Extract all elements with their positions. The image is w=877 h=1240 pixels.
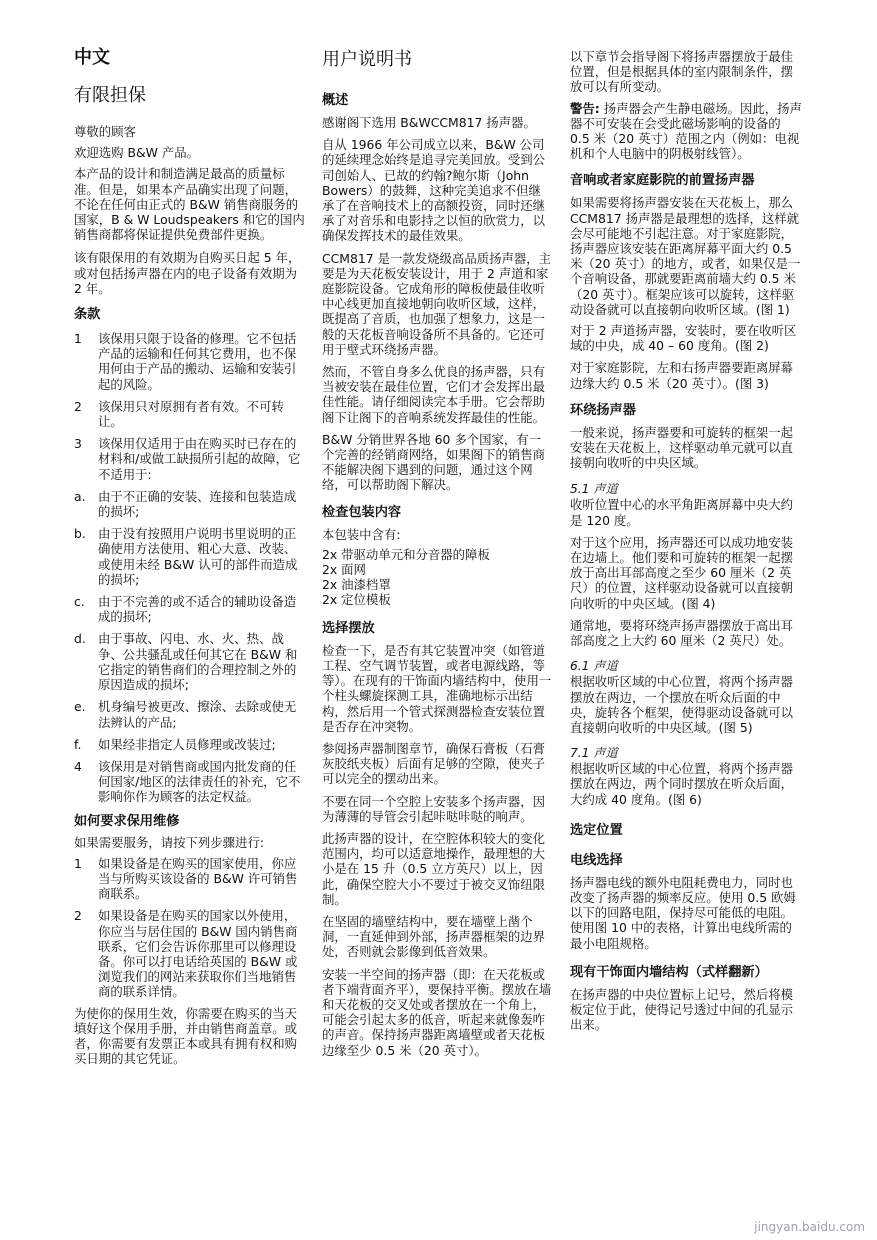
text-5-1-height: 通常地，要将环绕声扬声器摆放于高出耳部高度之上大约 60 厘米（2 英尺）处。 <box>570 617 794 649</box>
terms-heading: 条款 <box>74 307 101 323</box>
claim-steps <box>74 856 305 1000</box>
package-intro: 本包装中含有: <box>322 526 401 542</box>
overview-product: CCM817 是一款发烧级高品质扬声器，主要是为天花板安装设计，用于 2 声道和家庭影院设备。它成角形的障板使最佳收听中心线更加直接地朝向收听区域，这样，既提高了音质，也加强了想象力，这是一般的天花板音响设备所不具备的。它还可用于壁式环绕扬声器。 <box>322 250 552 357</box>
front-speakers-text: 如果需要将扬声器安装在天花板上，那么 CCM817 扬声器是最理想的选择，这样就会尽可能地不引起注意。对于家庭影院，扬声器应该安装在距离屏幕平面大约 0.5 米（20 英寸）的地方，或者，如果仅是一个音响设备，那就要距离前墙大约 0.5 米（20 英寸）。框架应该可以旋转，这样驱动设备就可以直接朝向收听区域。(图 1) <box>570 195 801 317</box>
terms-item <box>74 759 305 805</box>
terms-item-marker: 2 <box>74 398 82 414</box>
terms-item-marker: 4 <box>74 758 82 774</box>
text-6-1: 根据收听区域的中心位置，将两个扬声器摆放在两边，一个摆放在听众后面的中央，旋转各个框架，使得驱动设备就可以直接朝向收听的中央区域。(图 5) <box>570 674 794 735</box>
claim-intro: 如果需要服务，请按下列步骤进行: <box>74 834 265 850</box>
text-7-1: 根据收听区域的中心位置，将两个扬声器摆放在两边，两个同时摆放在听众后面，大约成 40 度角。(图 6) <box>570 761 794 807</box>
home-theater-text: 对于家庭影院，左和右扬声器要距离屏幕边缘大约 0.5 米（20 英寸）。(图 3) <box>570 360 794 391</box>
package-list <box>322 547 552 608</box>
terms-item <box>74 594 305 624</box>
overview-thanks: 感谢阁下选用 B&WCCM817 扬声器。 <box>322 115 536 130</box>
placement-check: 检查一下，是否有其它装置冲突（如管道工程、空气调节装置，或者电源线路，等等）。在现有的干饰面内墙结构中，使用一个柱头螺旋探测工具，准确地标示出结构，然后用一个管式探测器检查安装位置是否存在冲突物。 <box>322 642 552 734</box>
claim-step-item-text: 如果设备是在购买的国家使用，你应当与所购买该设备的 B&W 许可销售商联系。 <box>98 855 298 902</box>
terms-item <box>74 399 305 429</box>
terms-item-text: 由于事故、闪电、水、火、热、战争、公共骚乱或任何其它在 B&W 和它指定的销售商们的合理控制之外的原因造成的损坏; <box>98 631 298 693</box>
text-5-1-side-wall: 对于这个应用，扬声器还可以成功地安装在边墙上。他们要和可旋转的框架一起摆放于高出耳部高度之至少 60 厘米（2 英尺）的位置，这样驱动设备就可以直接朝向收听的中央区域。(图 4) <box>570 534 794 611</box>
placement-clearance: 参阅扬声器制图章节，确保石膏板（石膏灰胶纸夹板）后面有足够的空隙，使夹子可以完全的摆动出来。 <box>322 740 546 787</box>
claim-step-item-marker: 1 <box>74 855 82 871</box>
terms-item <box>74 526 305 587</box>
package-list-item: 2x 带驱动单元和分音器的障板 <box>322 546 490 562</box>
terms-list <box>74 331 305 804</box>
two-channel-text: 对于 2 声道扬声器，安装时，要在收听区域的中央，成 40 – 60 度角。(图 2) <box>570 323 797 354</box>
claim-heading: 如何要求保用维修 <box>74 813 180 829</box>
claim-step-item-text: 如果设备是在购买的国家以外使用，你应当与居住国的 B&W 国内销售商联系，它们会告诉你那里可以修理设备。你可以打电话给英国的 B&W 或浏览我们的网站来获取你们当地销售商的联系详情。 <box>98 908 298 1000</box>
terms-item-text: 该保用仅适用于由在购买时已存在的材料和/或做工缺损所引起的故障，它不适用于: <box>98 436 301 482</box>
language-heading: 中文 <box>74 47 110 68</box>
placement-solid-wall: 在坚固的墙壁结构中，要在墙壁上凿个洞，一直延伸到外部，扬声器框架的边界处，否则就会影像到低音效果。 <box>322 913 546 960</box>
warning-label: 警告: <box>570 100 600 116</box>
terms-item-text: 由于没有按照用户说明书里说明的正确使用方法使用、粗心大意、改装、或使用未经 B&W 认可的部件而造成的损坏; <box>98 526 298 587</box>
terms-item-text: 该保用是对销售商或国内批发商的任何国家/地区的法律责任的补充，它不影响你作为顾客的法定权益。 <box>98 758 301 805</box>
terms-item-text: 机身编号被更改、擦涂、去除或使无法辨认的产品; <box>98 699 297 730</box>
warning-text: 扬声器会产生静电磁场。因此，扬声器不可安装在会受此磁场影响的设备的 0.5 米（20 英寸）范围之内（例如：电视机和个人电脑中的阴极射线管）。 <box>570 100 802 162</box>
placement-half-space: 安装一半空间的扬声器（即：在天花板或者下端背面齐平），要保持平衡。摆放在墙和天花板的交叉处或者摆放在一个角上，可能会引起太多的低音，听起来就像轰咋的声音。保持扬声器距离墙壁或者天花板边缘至少 0.5 米（20 英寸）。 <box>322 966 552 1058</box>
terms-item-marker: e. <box>74 699 86 715</box>
terms-item-text: 由于不正确的安装、连接和包装造成的损坏; <box>98 488 297 520</box>
subheading-5-1: 5.1 声道 <box>570 482 618 497</box>
overview-dealers: B&W 分销世界各地 60 多个国家，有一个完善的经销商网络，如果阁下的销售商不能解决阁下遇到的问题，通过这个网络，可以帮助阁下解决。 <box>322 431 546 493</box>
surround-heading: 环绕扬声器 <box>570 402 636 418</box>
terms-item-marker: f. <box>74 736 82 752</box>
positioning-intro: 以下章节会指导阁下将扬声器摆放于最佳位置，但是根据具体的室内限制条件，摆放可以有所变动。 <box>570 49 794 95</box>
terms-item-marker: d. <box>74 631 86 647</box>
terms-item <box>74 331 305 392</box>
positioning-heading: 选定位置 <box>570 822 623 838</box>
terms-item <box>74 436 305 482</box>
column-manual <box>322 0 552 1058</box>
terms-item-text: 由于不完善的或不适合的辅助设备造成的损坏; <box>98 594 297 625</box>
front-speakers-heading: 音响或者家庭影院的前置扬声器 <box>570 173 755 189</box>
cable-text: 扬声器电线的额外电阻耗费电力，同时也改变了扬声器的频率反应。使用 0.5 欧姆以下的回路电阻，保持尽可能低的电阻。使用图 10 中的表格，计算出电线所需的最小电阻规格。 <box>570 874 796 951</box>
subheading-7-1: 7.1 声道 <box>570 746 618 761</box>
package-heading: 检查包装内容 <box>322 504 402 520</box>
warranty-title: 有限担保 <box>74 85 146 106</box>
warranty-closing: 为使你的保用生效，你需要在购买的当天填好这个保用手册，并由销售商盖章。或者，你需要有发票正本或具有拥有权和购买日期的其它凭证。 <box>74 1005 298 1067</box>
terms-item-marker: 1 <box>74 331 82 347</box>
terms-item <box>74 631 305 692</box>
package-list-item: 2x 面网 <box>322 562 366 578</box>
terms-item-text: 该保用只限于设备的修理。它不包括产品的运输和任何其它费用，也不保用何由于产品的搬动、运输和安装引起的风险。 <box>98 331 297 392</box>
subheading-6-1: 6.1 声道 <box>570 659 618 674</box>
welcome-text: 欢迎选购 B&W 产品。 <box>74 145 200 161</box>
placement-volume: 此扬声器的设计，在空腔体积较大的变化范围内，均可以适意地操作，最理想的大小是在 15 升（0.5 立方英尺）以上，因此，确保空腔大小不要过于被交叉饰纽限制。 <box>322 830 546 907</box>
cable-heading: 电线选择 <box>570 852 623 868</box>
overview-history: 自从 1966 年公司成立以来，B&W 公司的延续理念始终是追寻完美回放。受到公司创始人、已故的约翰?鲍尔斯（John Bowers）的鼓舞，这种完美追求不但继承了在音响技术上的高额投资，同时还继承了对音乐和电影持之以恒的欣赏力，以确保发挥技术的最佳效果。 <box>322 137 546 244</box>
terms-item-marker: a. <box>74 488 86 504</box>
claim-step-item-marker: 2 <box>74 908 82 924</box>
column-warranty <box>74 0 305 1066</box>
column-manual-continued <box>570 0 803 1032</box>
terms-item-marker: 3 <box>74 436 82 452</box>
package-list-item: 2x 定位模板 <box>322 592 391 608</box>
package-list-item: 2x 油漆档罩 <box>322 577 391 593</box>
placement-heading: 选择摆放 <box>322 620 375 636</box>
surround-text: 一般来说，扬声器要和可旋转的框架一起安装在天花板上，这样驱动单元就可以直接朝向收听的中央区域。 <box>570 424 794 471</box>
terms-item-marker: c. <box>74 594 85 610</box>
warranty-intro: 本产品的设计和制造满足最高的质量标准。但是，如果本产品确实出现了问题，不论在任何由正式的 B&W 销售商服务的国家，B & W Loudspeakers 和它的国内销售商都将保证提供免费部件更换。 <box>74 166 305 243</box>
terms-item-text: 该保用只对原拥有者有效。不可转让。 <box>98 398 284 430</box>
drywall-text: 在扬声器的中央位置标上记号，然后将模板定位于此，使得记号透过中间的孔显示出来。 <box>570 986 794 1033</box>
claim-step-item <box>74 856 305 902</box>
text-5-1-angle: 收听位置中心的水平角距离屏幕中央大约是 120 度。 <box>570 497 794 528</box>
overview-placement: 然而，不管自身多么优良的扬声器，只有当被安装在最佳位置，它们才会发挥出最佳性能。请仔细阅读完本手册。它会帮助阁下让阁下的音响系统发挥最佳的性能。 <box>322 364 546 425</box>
warning-paragraph <box>570 101 803 162</box>
placement-cavity: 不要在同一个空腔上安装多个扬声器，因为薄薄的导管会引起咔哒咔哒的响声。 <box>322 793 546 824</box>
overview-heading: 概述 <box>322 93 349 108</box>
greeting: 尊敬的顾客 <box>74 124 136 139</box>
terms-item <box>74 489 305 519</box>
terms-item-marker: b. <box>74 526 86 542</box>
terms-item <box>74 737 305 752</box>
watermark: jingyan.baidu.com <box>754 1220 865 1234</box>
warranty-period: 该有限保用的有效期为自购买日起 5 年，或对包括扬声器在内的电子设备有效期为 2 年。 <box>74 250 301 296</box>
drywall-heading: 现有干饰面内墙结构（式样翻新） <box>570 964 768 980</box>
claim-step-item <box>74 908 305 999</box>
terms-item <box>74 699 305 729</box>
terms-item-text: 如果经非指定人员修理或改装过; <box>98 736 276 752</box>
manual-title: 用户说明书 <box>322 49 412 70</box>
